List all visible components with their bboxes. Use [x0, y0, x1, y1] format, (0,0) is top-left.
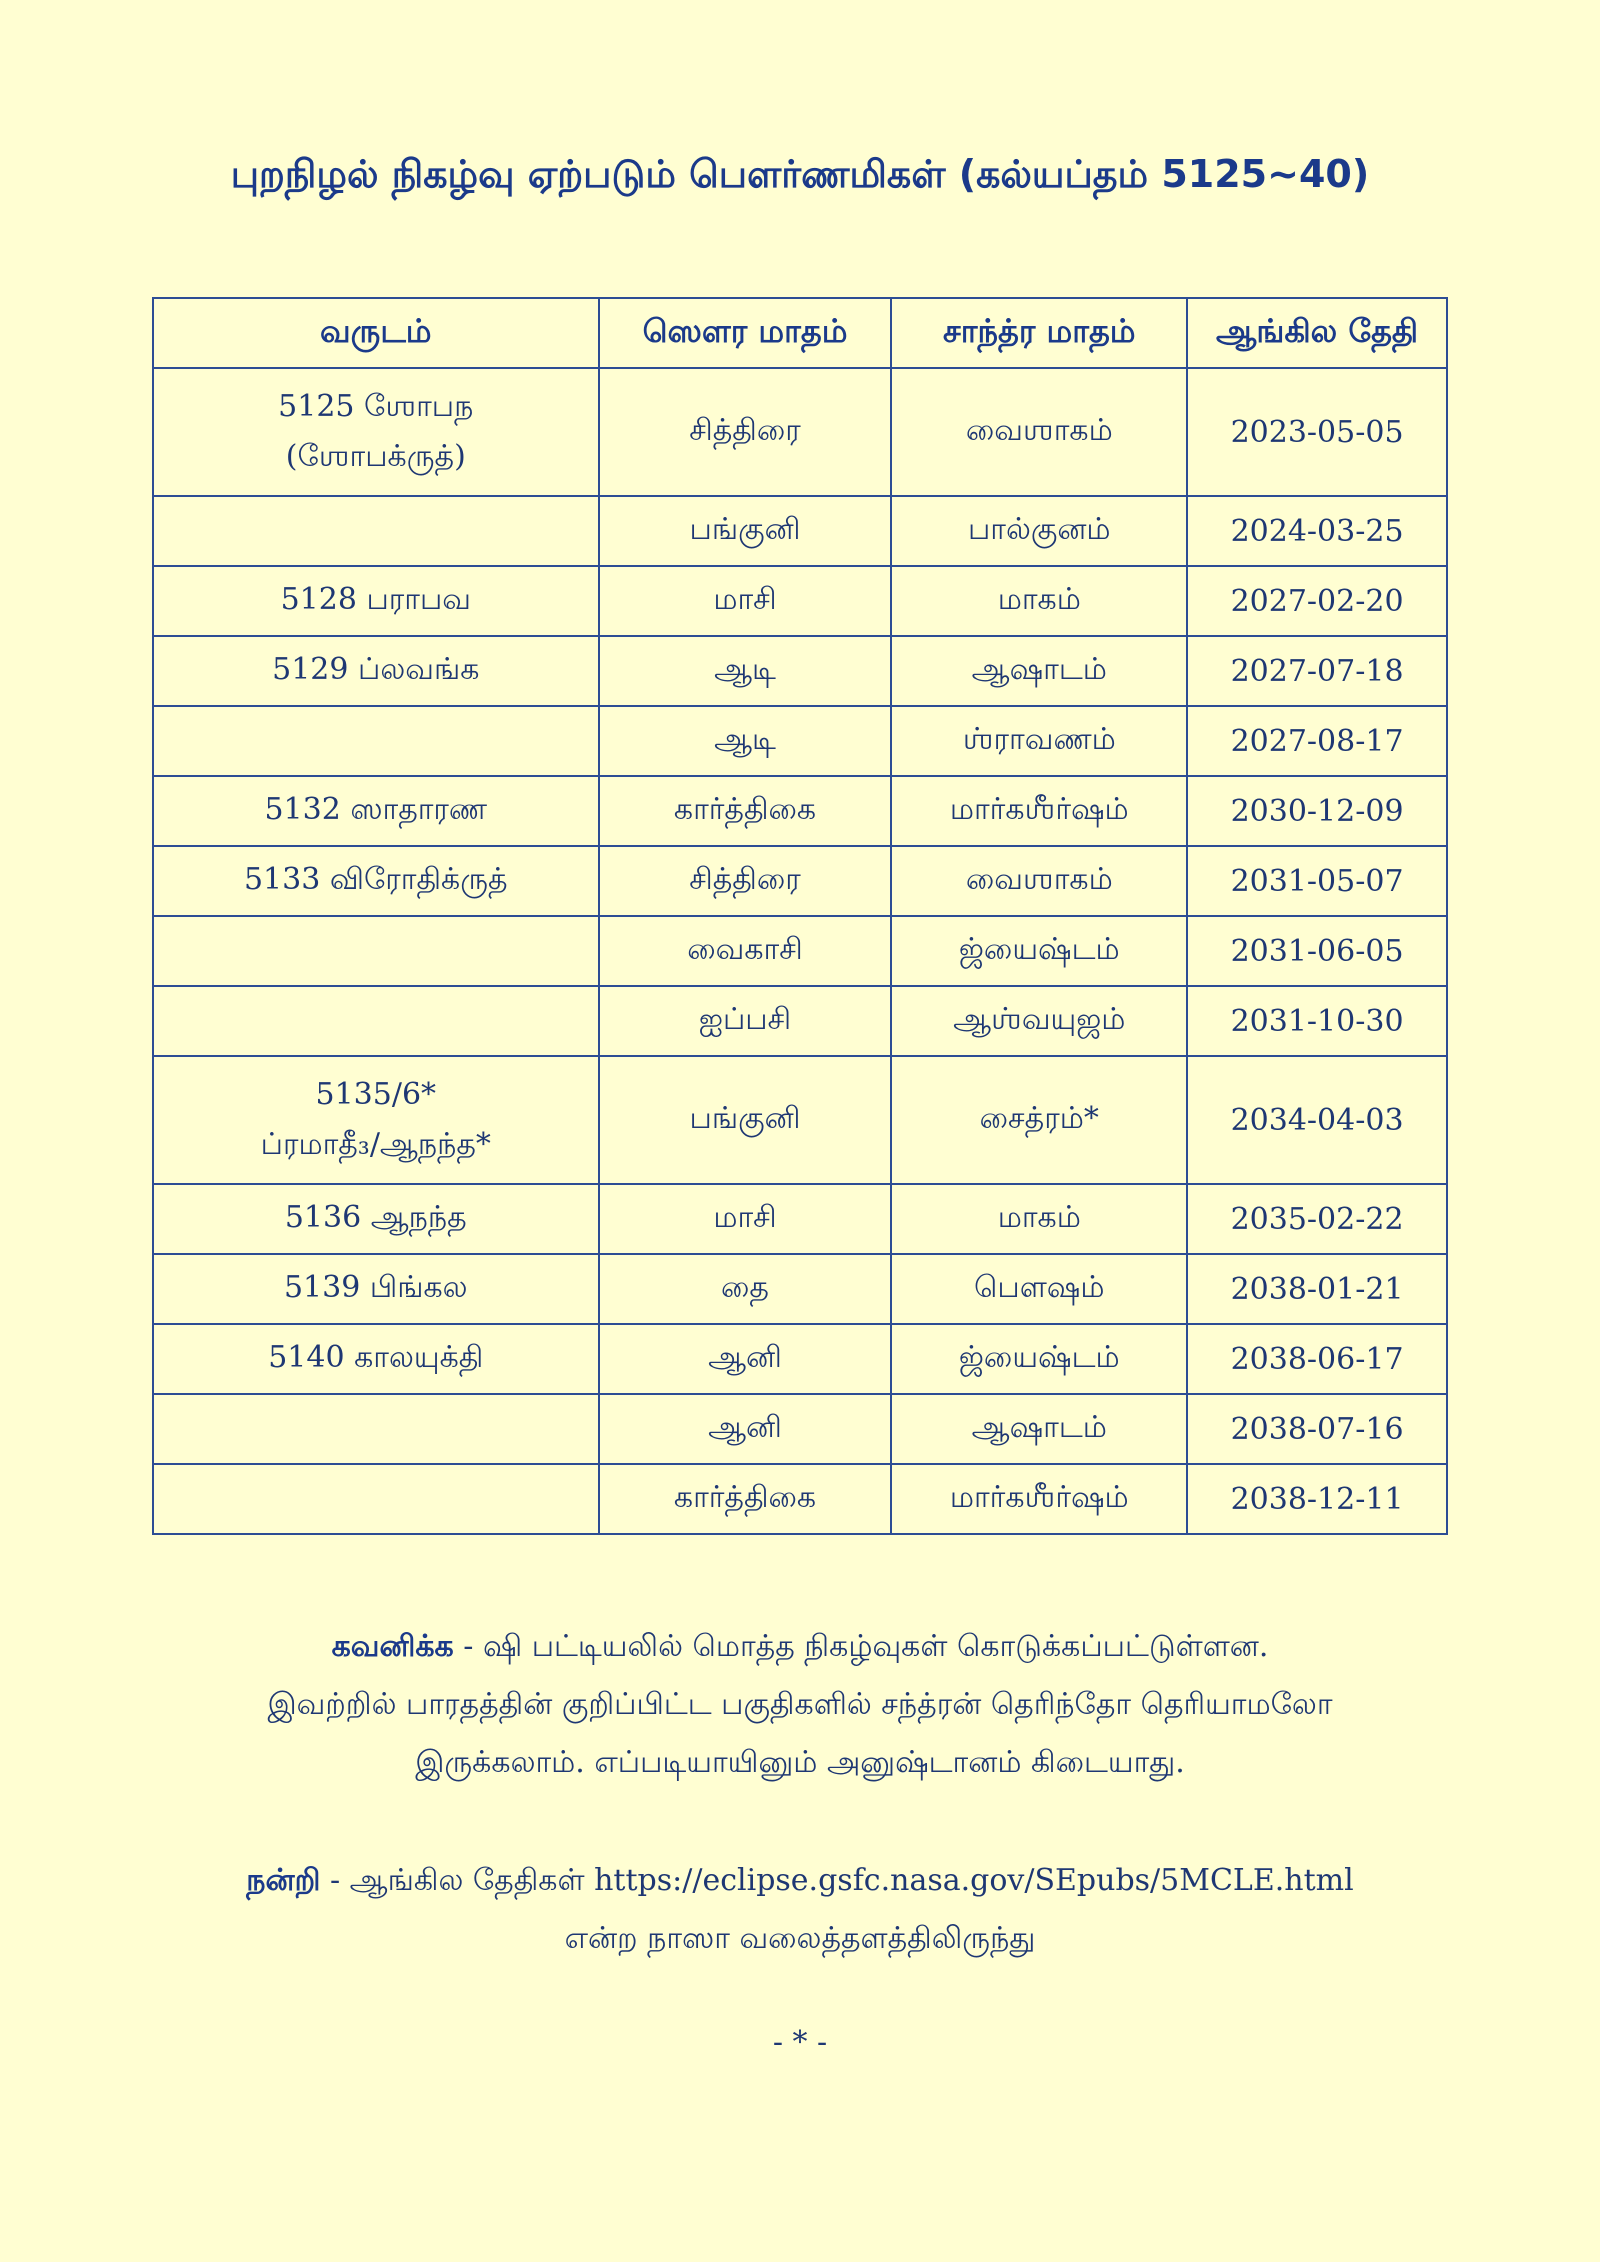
cell-year-line-1: 5135/6* [315, 1077, 437, 1112]
cell-year [153, 916, 599, 986]
thanks-line-2: என்ற நாஸா வலைத்தளத்திலிருந்து [564, 1921, 1036, 1956]
cell-chandra-month: ஆஶ்வயுஜம் [891, 986, 1187, 1056]
thanks-text-1: - ஆங்கில தேதிகள் https://eclipse.gsfc.nasa.gov/SEpubs/5MCLE.html [320, 1863, 1354, 1898]
cell-saura-month: சித்திரை [599, 846, 892, 916]
cell-year-line-2: (ஶோபக்ருத்) [285, 439, 466, 474]
cell-saura-month: ஐப்பசி [599, 986, 892, 1056]
cell-chandra-month: பால்குனம் [891, 496, 1187, 566]
header-year: வருடம் [153, 298, 599, 368]
cell-year [153, 706, 599, 776]
cell-english-date: 2038-06-17 [1187, 1324, 1447, 1394]
table-header-row [153, 298, 1447, 368]
cell-year-line-1: 5129 ப்லவங்க [272, 651, 480, 687]
cell-year-line-1: 5133 விரோதிக்ருத் [243, 861, 508, 897]
cell-english-date: 2024-03-25 [1187, 496, 1447, 566]
cell-year [153, 566, 599, 636]
note-line-3: இருக்கலாம். எப்படியாயினும் அனுஷ்டானம் கிடையாது. [415, 1745, 1185, 1780]
cell-year-line-1: 5136 ஆநந்த [284, 1199, 467, 1235]
cell-chandra-month: மார்கஶீர்ஷம் [891, 1464, 1187, 1534]
header-saura-month: ஸௌர மாதம் [599, 298, 892, 368]
cell-saura-month: கார்த்திகை [599, 776, 892, 846]
table-row [153, 1324, 1447, 1394]
cell-saura-month: பங்குனி [599, 1056, 892, 1184]
cell-year [153, 496, 599, 566]
cell-year-line-1: 5125 ஶோபந [278, 389, 474, 424]
header-chandra-month: சாந்த்ர மாதம் [891, 298, 1187, 368]
cell-saura-month: சித்திரை [599, 368, 892, 496]
cell-english-date: 2031-06-05 [1187, 916, 1447, 986]
cell-english-date: 2034-04-03 [1187, 1056, 1447, 1184]
cell-chandra-month: ஆஷாடம் [891, 636, 1187, 706]
cell-saura-month: மாசி [599, 1184, 892, 1254]
cell-saura-month: கார்த்திகை [599, 1464, 892, 1534]
cell-saura-month: வைகாசி [599, 916, 892, 986]
note-line-2: இவற்றில் பாரதத்தின் குறிப்பிட்ட பகுதிகளில் சந்த்ரன் தெரிந்தோ தெரியாமலோ [267, 1687, 1333, 1722]
cell-year [153, 986, 599, 1056]
cell-year-line-1: 5132 ஸாதாரண [264, 791, 488, 827]
cell-year [153, 846, 599, 916]
thanks-label: நன்றி [246, 1863, 321, 1898]
cell-chandra-month: சைத்ரம்* [891, 1056, 1187, 1184]
cell-year [153, 636, 599, 706]
cell-year [153, 1394, 599, 1464]
note-label: கவனிக்க [331, 1629, 454, 1664]
thanks-section [0, 1852, 1600, 1968]
end-mark: - * - [772, 2025, 828, 2060]
cell-english-date: 2027-07-18 [1187, 636, 1447, 706]
cell-chandra-month: வைஶாகம் [891, 846, 1187, 916]
cell-chandra-month: பௌஷம் [891, 1254, 1187, 1324]
table-row [153, 496, 1447, 566]
cell-saura-month: ஆடி [599, 706, 892, 776]
cell-english-date: 2038-12-11 [1187, 1464, 1447, 1534]
table-row [153, 1056, 1447, 1184]
cell-year-line-1: 5128 பராபவ [280, 581, 471, 617]
table-row [153, 706, 1447, 776]
cell-year-line-1: 5139 பிங்கல [283, 1269, 468, 1305]
note-section [0, 1618, 1600, 1792]
cell-english-date: 2031-10-30 [1187, 986, 1447, 1056]
cell-english-date: 2035-02-22 [1187, 1184, 1447, 1254]
cell-english-date: 2030-12-09 [1187, 776, 1447, 846]
cell-chandra-month: ஜ்யைஷ்டம் [891, 916, 1187, 986]
header-english-date: ஆங்கில தேதி [1187, 298, 1447, 368]
cell-saura-month: தை [599, 1254, 892, 1324]
cell-saura-month: ஆனி [599, 1394, 892, 1464]
eclipse-table [152, 297, 1448, 1535]
cell-chandra-month: ஆஷாடம் [891, 1394, 1187, 1464]
cell-saura-month: மாசி [599, 566, 892, 636]
cell-year [153, 776, 599, 846]
cell-year [153, 1464, 599, 1534]
note-line-1 [0, 1618, 1600, 1676]
table-row [153, 1394, 1447, 1464]
table-body [153, 368, 1447, 1534]
table-row [153, 916, 1447, 986]
table-row [153, 636, 1447, 706]
table-row [153, 846, 1447, 916]
cell-saura-month: பங்குனி [599, 496, 892, 566]
cell-saura-month: ஆடி [599, 636, 892, 706]
cell-year [153, 1324, 599, 1394]
cell-year [153, 368, 599, 496]
cell-year [153, 1254, 599, 1324]
cell-english-date: 2031-05-07 [1187, 846, 1447, 916]
cell-year-line-2: ப்ரமாதீ₃/ஆநந்த* [260, 1127, 491, 1162]
cell-chandra-month: ஶ்ராவணம் [891, 706, 1187, 776]
table-row [153, 368, 1447, 496]
table-row [153, 1254, 1447, 1324]
cell-chandra-month: மார்கஶீர்ஷம் [891, 776, 1187, 846]
cell-english-date: 2023-05-05 [1187, 368, 1447, 496]
cell-english-date: 2027-02-20 [1187, 566, 1447, 636]
cell-chandra-month: வைஶாகம் [891, 368, 1187, 496]
table-row [153, 776, 1447, 846]
cell-year [153, 1184, 599, 1254]
table-row [153, 986, 1447, 1056]
cell-chandra-month: ஜ்யைஷ்டம் [891, 1324, 1187, 1394]
note-text-1: - ஷி பட்டியலில் மொத்த நிகழ்வுகள் கொடுக்கப்பட்டுள்ளன. [453, 1629, 1269, 1664]
cell-english-date: 2038-07-16 [1187, 1394, 1447, 1464]
cell-english-date: 2027-08-17 [1187, 706, 1447, 776]
cell-chandra-month: மாகம் [891, 1184, 1187, 1254]
table-row [153, 566, 1447, 636]
cell-year-line-1: 5140 காலயுக்தி [268, 1339, 484, 1375]
cell-chandra-month: மாகம் [891, 566, 1187, 636]
cell-english-date: 2038-01-21 [1187, 1254, 1447, 1324]
cell-year [153, 1056, 599, 1184]
thanks-line-1 [0, 1852, 1600, 1910]
table-row [153, 1184, 1447, 1254]
cell-saura-month: ஆனி [599, 1324, 892, 1394]
table-row [153, 1464, 1447, 1534]
page-title: புறநிழல் நிகழ்வு ஏற்படும் பௌர்ணமிகள் (கல்யப்தம் 5125~40) [230, 152, 1370, 196]
